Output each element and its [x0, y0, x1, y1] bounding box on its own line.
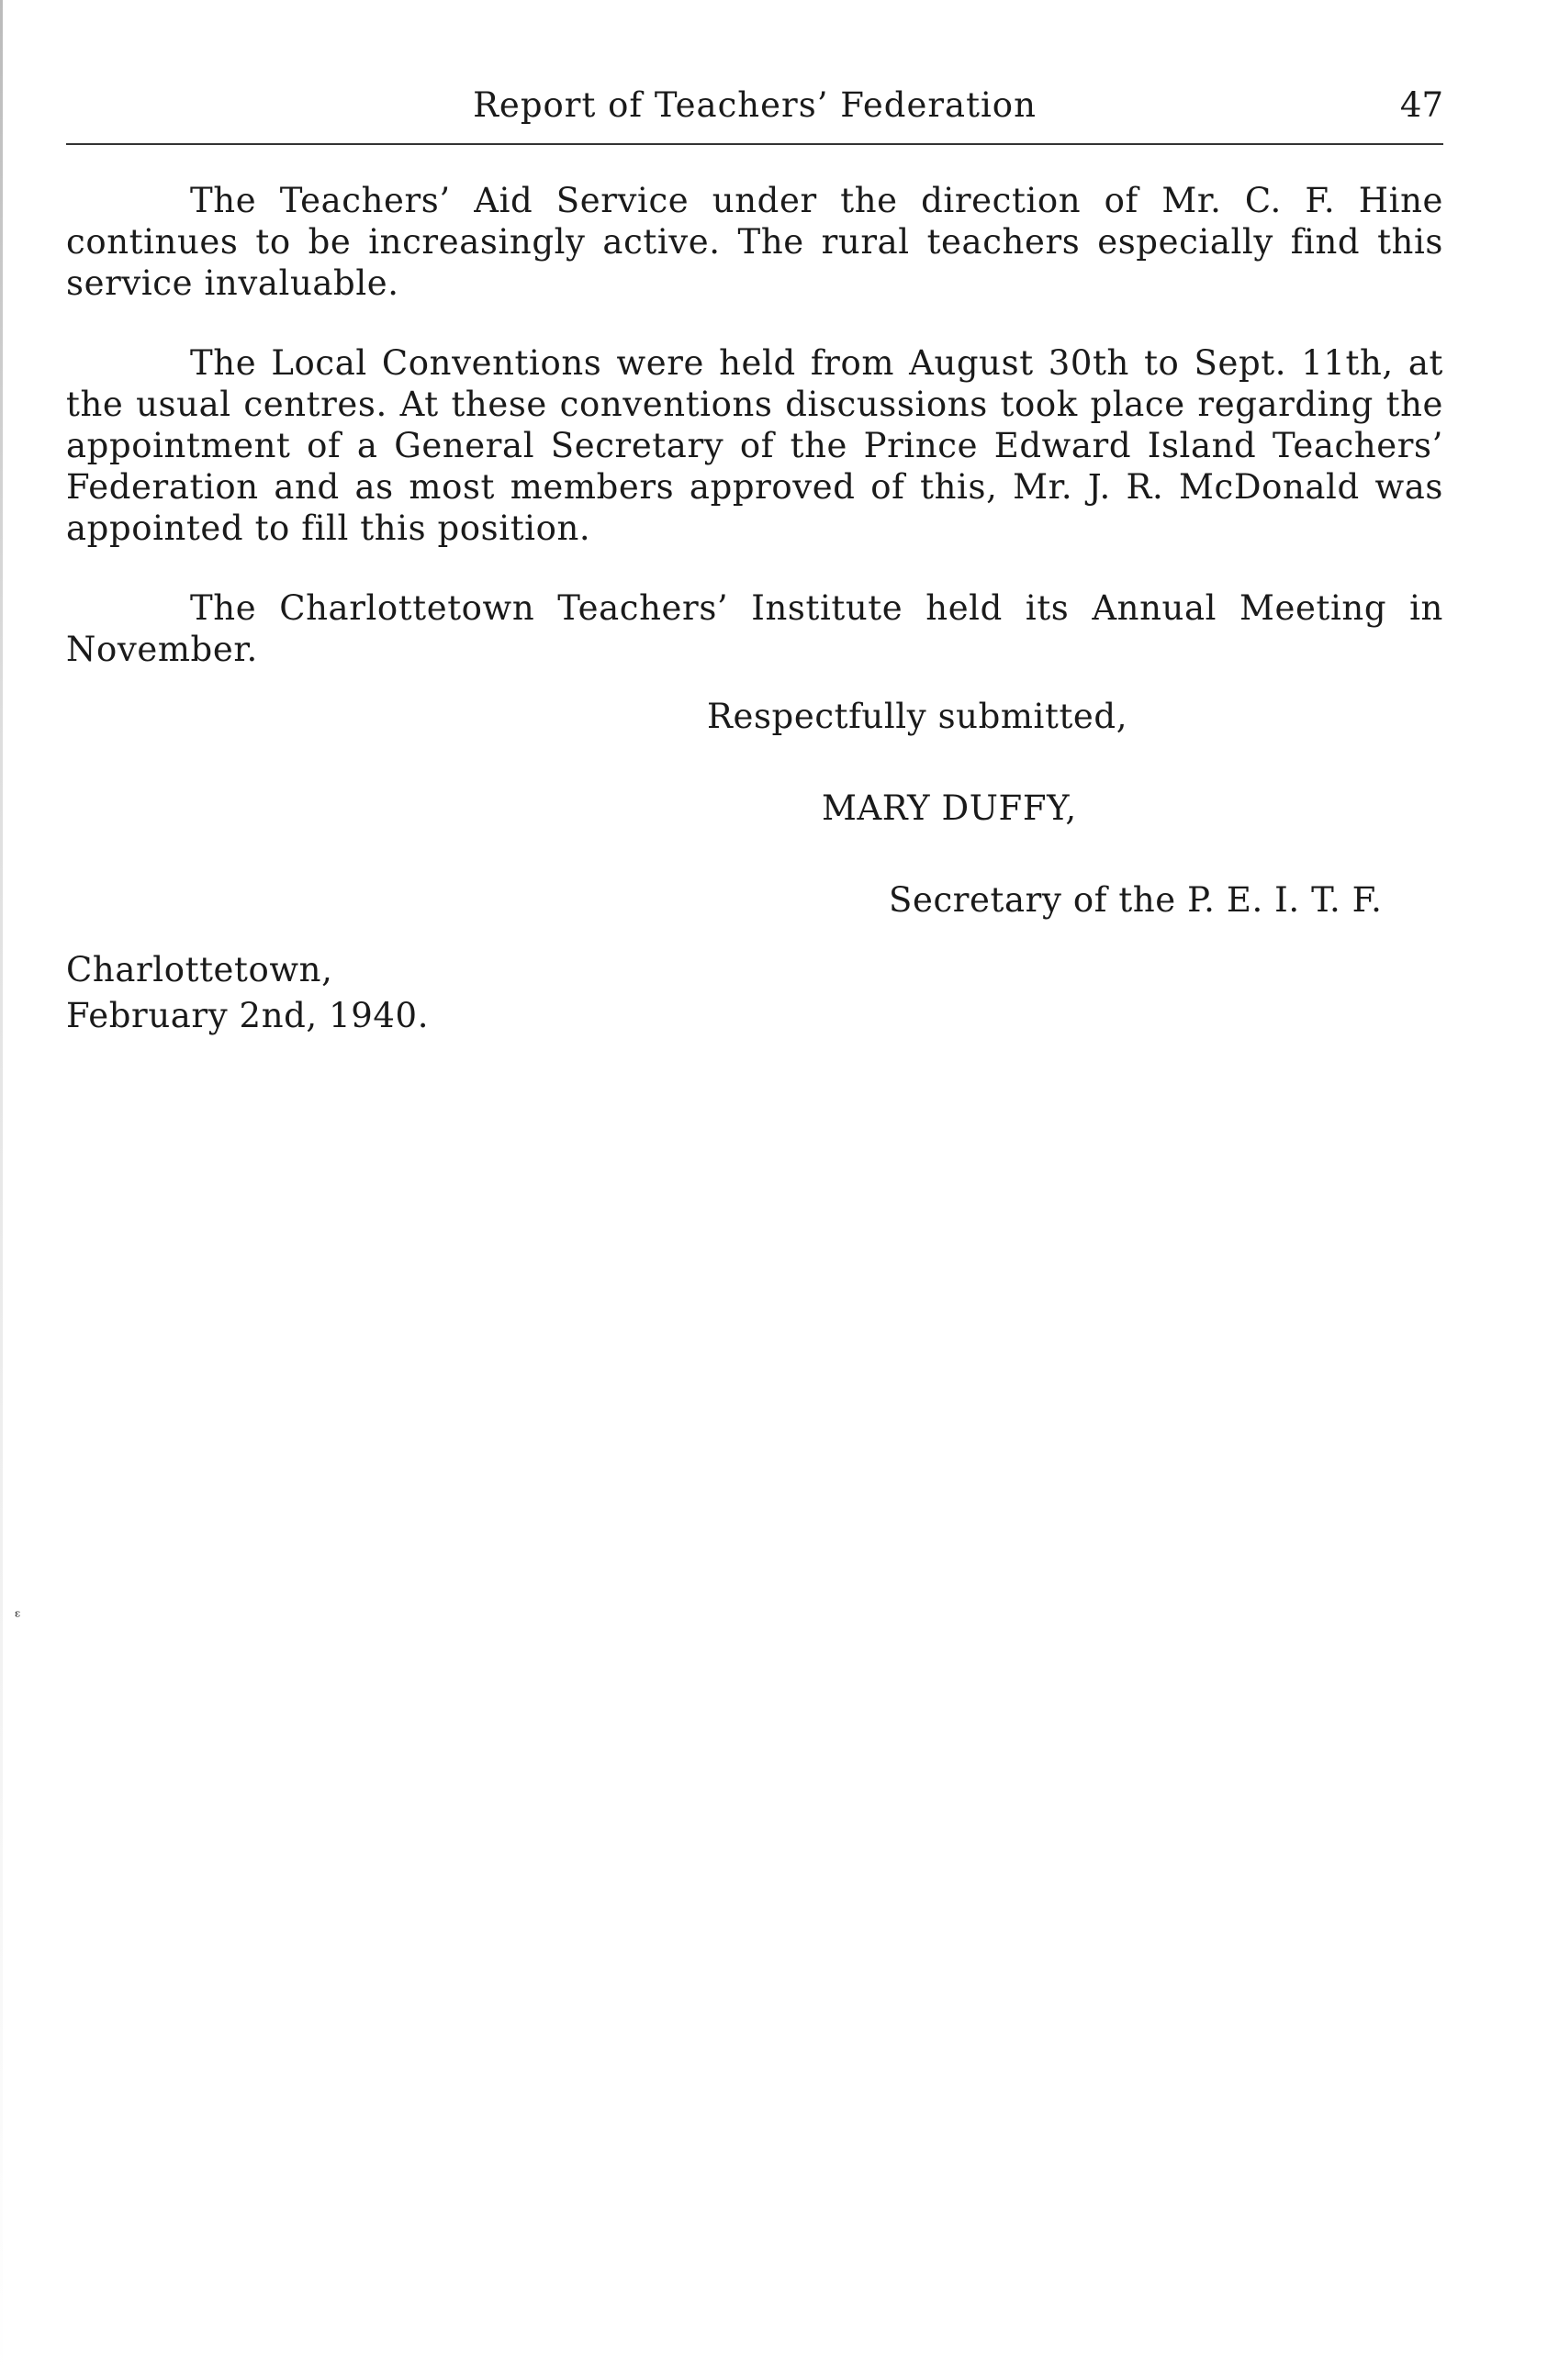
paragraph-local-conventions: The Local Conventions were held from August 30th to Sept. 11th, at the usual centres. At these conventions discussions took place regarding the appointment of a General Secretary of the Prince Edward Island Teachers’ Federation and as most members approved of this, Mr. J. R. McDonald was appointed to fill this position. — [66, 343, 1443, 548]
place-and-date — [66, 947, 429, 1039]
page-number: 47 — [1399, 85, 1443, 125]
paragraph-aid-service: The Teachers’ Aid Service under the direction of Mr. C. F. Hine continues to be increasingly active. The rural teachers especially find this service invaluable. — [66, 181, 1443, 303]
running-title: Report of Teachers’ Federation — [473, 85, 1037, 125]
date-line: February 2nd, 1940. — [66, 996, 430, 1035]
closing-line: Respectfully submitted, — [707, 697, 1128, 736]
scan-edge — [0, 0, 3, 2380]
place-line: Charlottetown, — [66, 950, 333, 989]
report-body — [66, 180, 1443, 709]
paragraph-institute-meeting: The Charlottetown Teachers’ Institute held its Annual Meeting in November. — [66, 588, 1443, 669]
scan-speck-mark: ᵋ — [15, 1605, 21, 1627]
signatory-title: Secretary of the P. E. I. T. F. — [889, 880, 1383, 920]
running-header — [66, 81, 1443, 136]
header-rule — [66, 143, 1443, 145]
signatory-name: MARY DUFFY, — [822, 788, 1077, 828]
